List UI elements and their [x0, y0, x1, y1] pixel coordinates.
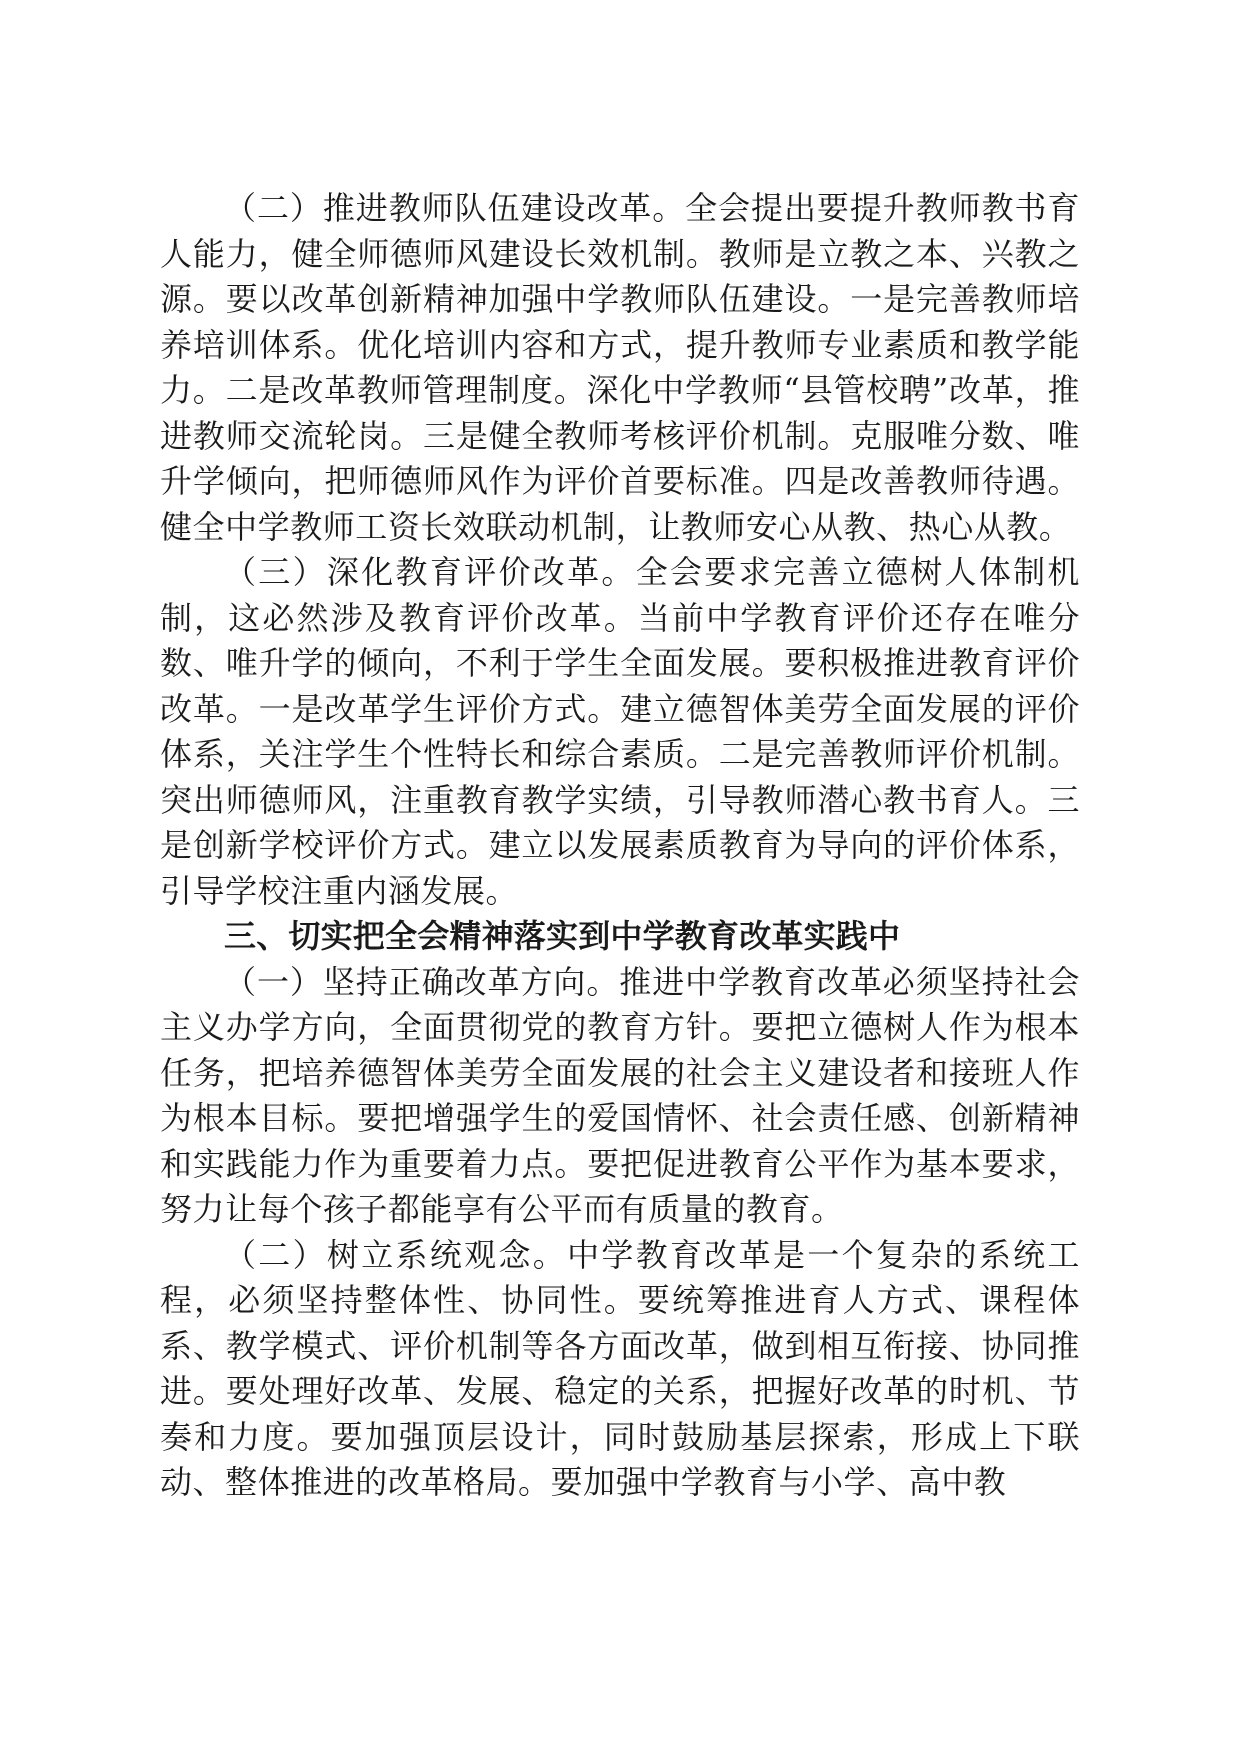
document-body [160, 186, 1080, 1506]
paragraph-evaluation-reform: （三）深化教育评价改革。全会要求完善立德树人体制机制，这必然涉及教育评价改革。当前中学教育评价还存在唯分数、唯升学的倾向，不利于学生全面发展。要积极推进教育评价改革。一是改革学生评价方式。建立德智体美劳全面发展的评价体系，关注学生个性特长和综合素质。二是完善教师评价机制。突出师德师风，注重教育教学实绩，引导教师潜心教书育人。三是创新学校评价方式。建立以发展素质教育为导向的评价体系，引导学校注重内涵发展。 [160, 553, 1080, 910]
paragraph-teacher-reform: （二）推进教师队伍建设改革。全会提出要提升教师教书育人能力，健全师德师风建设长效机制。教师是立教之本、兴教之源。要以改革创新精神加强中学教师队伍建设。一是完善教师培养培训体系。优化培训内容和方式，提升教师专业素质和教学能力。二是改革教师管理制度。深化中学教师“县管校聘”改革，推进教师交流轮岗。三是健全教师考核评价机制。克服唯分数、唯升学倾向，把师德师风作为评价首要标准。四是改善教师待遇。健全中学教师工资长效联动机制，让教师安心从教、热心从教。 [160, 189, 1080, 546]
section-heading-3: 三、切实把全会精神落实到中学教育改革实践中 [224, 917, 901, 955]
paragraph-reform-direction: （一）坚持正确改革方向。推进中学教育改革必须坚持社会主义办学方向，全面贯彻党的教育方针。要把立德树人作为根本任务，把培养德智体美劳全面发展的社会主义建设者和接班人作为根本目标。要把增强学生的爱国情怀、社会责任感、创新精神和实践能力作为重要着力点。要把促进教育公平作为基本要求，努力让每个孩子都能享有公平而有质量的教育。 [160, 962, 1080, 1228]
paragraph-system-view: （二）树立系统观念。中学教育改革是一个复杂的系统工程，必须坚持整体性、协同性。要统筹推进育人方式、课程体系、教学模式、评价机制等各方面改革，做到相互衔接、协同推进。要处理好改革、发展、稳定的关系，把握好改革的时机、节奏和力度。要加强顶层设计，同时鼓励基层探索，形成上下联动、整体推进的改革格局。要加强中学教育与小学、高中教 [160, 1235, 1080, 1501]
